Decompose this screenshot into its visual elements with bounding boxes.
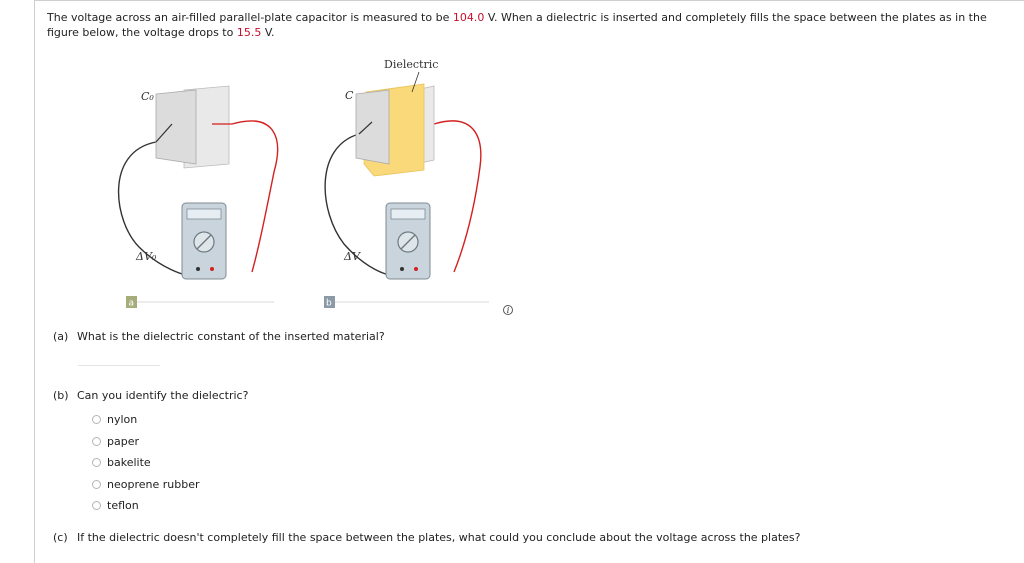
label-dv0: ΔV₀ [136,250,157,263]
question-a [53,330,385,343]
info-icon[interactable] [503,305,513,315]
badge-b: b [326,298,332,309]
radio-button[interactable] [92,437,101,446]
option-teflon[interactable] [92,495,200,517]
option-label: paper [107,434,139,448]
question-b-text: Can you identify the dielectric? [77,389,249,402]
radio-button[interactable] [92,458,101,467]
capacitor-figure [34,52,554,322]
dielectric-options [92,409,200,517]
option-nylon[interactable] [92,409,200,431]
intro-text: The voltage across an air-filled parallel-plate capacitor is measured to be [47,11,453,24]
plate-front-b [356,90,389,164]
option-label: nylon [107,413,138,427]
intro-text-2: V. When a dielectric is inserted and completely fills the space between the plates as in the figure below, the voltage drops to [47,11,987,39]
option-bakelite[interactable] [92,452,200,474]
red-wire-a [232,121,278,272]
option-label: bakelite [107,456,151,470]
option-paper[interactable] [92,431,200,453]
question-a-label: (a) [53,330,69,343]
badge-a: a [128,298,135,309]
question-c-text: If the dielectric doesn't completely fill the space between the plates, what could you conclude about the voltage across the plates? [77,531,801,544]
red-wire-b [434,121,481,272]
radio-button[interactable] [92,415,101,424]
label-c: C [345,89,354,102]
voltage-final: 15.5 [236,26,262,39]
label-dielectric: Dielectric [384,58,439,71]
radio-button[interactable] [92,501,101,510]
info-glyph: i [506,306,510,315]
voltmeter-a [182,203,226,279]
question-c [53,531,800,544]
question-c-label: (c) [53,531,68,544]
question-a-text: What is the dielectric constant of the inserted material? [77,330,385,343]
problem-statement [47,10,1012,40]
question-b-label: (b) [53,389,69,402]
plate-front-a [156,90,196,164]
label-c0: C₀ [141,90,154,103]
answer-a-input[interactable] [78,365,160,366]
option-label: neoprene rubber [107,477,200,491]
label-dv: ΔV [344,250,360,263]
voltage-initial: 104.0 [452,11,485,24]
radio-button[interactable] [92,480,101,489]
intro-text-3: V. [261,26,275,39]
voltmeter-b [386,203,430,279]
option-neoprene-rubber[interactable] [92,474,200,496]
option-label: teflon [107,499,139,513]
question-b [53,389,248,402]
